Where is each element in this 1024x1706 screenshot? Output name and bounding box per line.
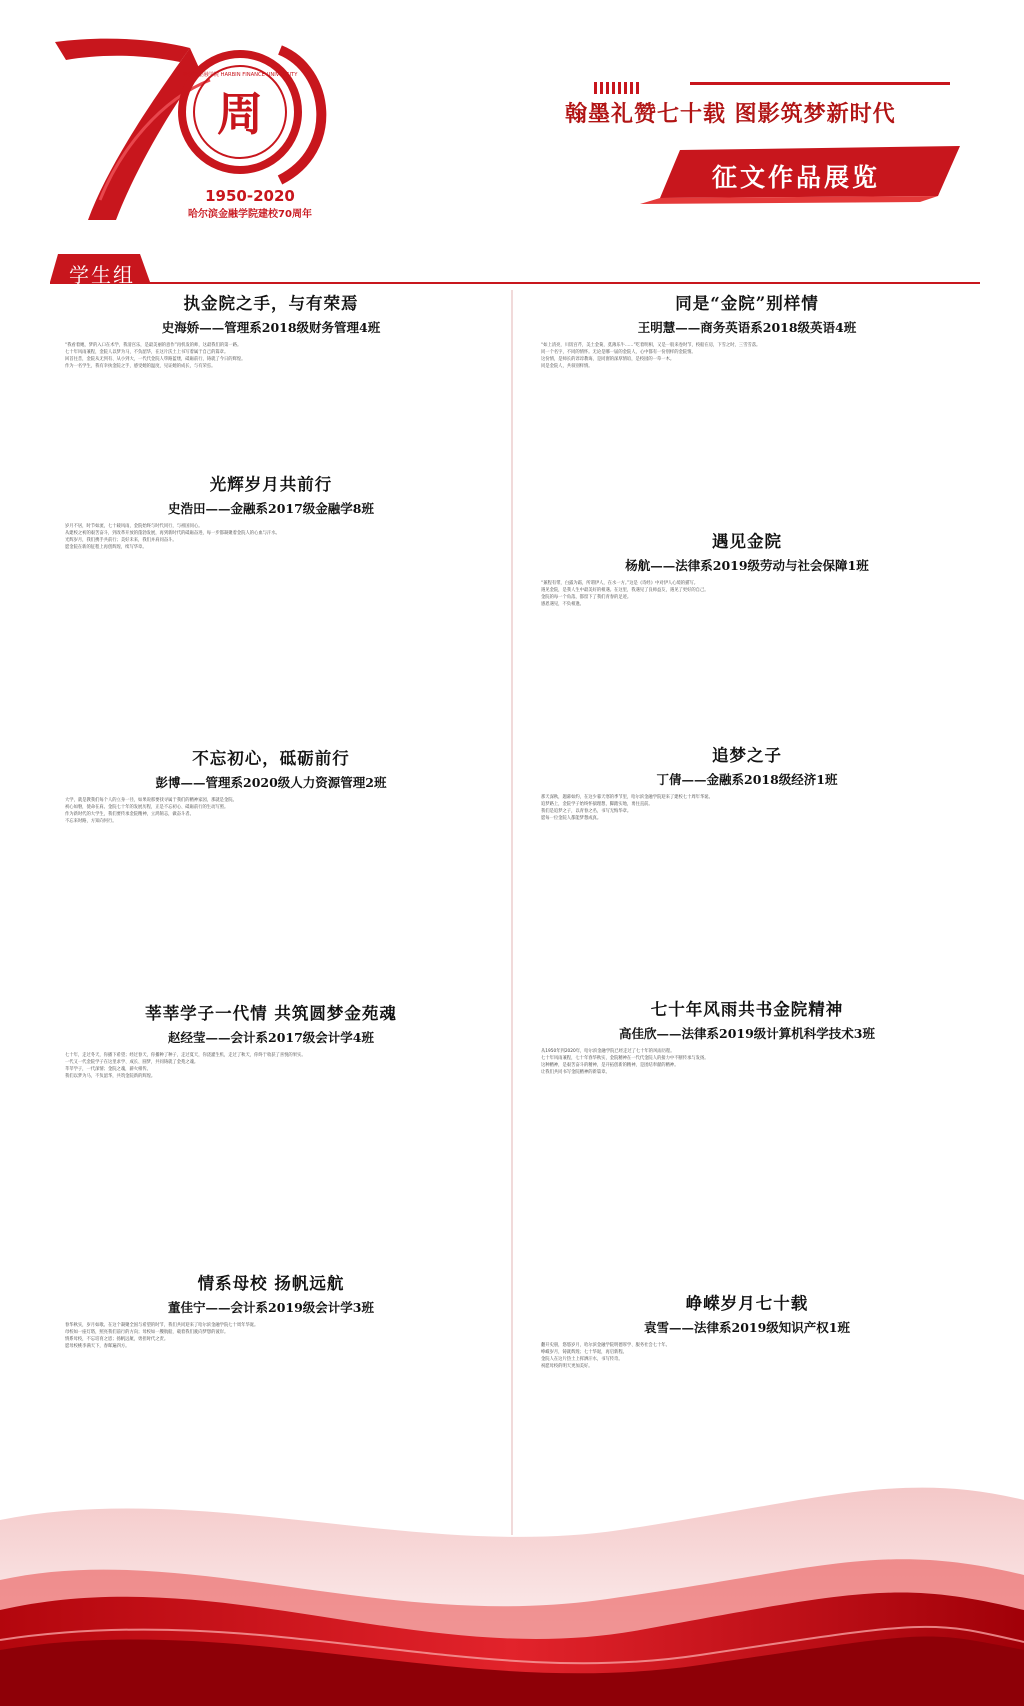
article-title: 执金院之手，与有荣焉 (183, 294, 359, 313)
article-card (56, 290, 486, 452)
article-card (532, 1290, 962, 1532)
article-paragraph: 让我们共同书写金院精神的新篇章。 (541, 1070, 610, 1076)
article-card (56, 1000, 486, 1272)
article-paragraph: “如上清亮，川饭宫芹，美土金菊，莫薄乐牛……”吃着明相，又是一般来卷时节，校船在房，下雪之时，三雪雪落。 (541, 343, 761, 348)
article-paragraph: 作为新时代的大学生，我们要传承金院精神，立鸿鹄志，做奋斗者。 (65, 812, 194, 818)
article-body (56, 523, 486, 753)
article-paragraph: 回首往昔，金院从无到有、从小到大，一代代金院人筚路蓝缕，砥砺前行，铸就了今日的辉煌。 (65, 357, 246, 363)
article-title: 不忘初心，砥砺前行 (192, 749, 350, 768)
article-paragraph: “兼程有带，白露为霜，所谓伊人，在水一方。”这是《诗经》中对伊人心境的描写。 (541, 581, 698, 586)
article-paragraph: 金院人在这片热土上挥洒汗水，书写传奇。 (541, 1357, 623, 1363)
article-paragraph: 峥嵘岁月，铸就辉煌；七十华诞，再启新程。 (541, 1350, 627, 1356)
article-card (532, 290, 962, 557)
anniversary-logo (40, 30, 360, 230)
article-card (56, 745, 486, 1017)
article-paragraph: 我们是追梦之子，以青春之名，书写无悔华章。 (541, 809, 632, 815)
article-body (532, 794, 962, 1004)
logo-ring-text: 哈尔滨金融学院 HARBIN FINANCE UNIVERSITY (182, 72, 298, 78)
article-paragraph: 大学，就是教我们每个人的立身一径，如果说那要找寻属于我们的精神家园，那就是金院。 (65, 798, 237, 803)
logo-emblem-char: 周 (217, 87, 263, 141)
article-author: 董佳宁——会计系2019级会计学3班 (168, 1300, 374, 1315)
article-author: 王明慧——商务英语系2018级英语4班 (637, 320, 857, 335)
article-paragraph: 这种精神，是艰苦奋斗的精神，是开拓创新的精神，是团结奉献的精神。 (541, 1063, 679, 1069)
article-paragraph: 追梦路上，金院学子始终怀揣理想，脚踏实地，勇往直前。 (541, 802, 653, 808)
article-paragraph: 七十年，走过冬天，你播下希望；经过春天，你播种了种子，走过夏天，你浇灌生机，走过了秋天，你终于收获了喜悦的果实。 (65, 1053, 306, 1058)
article-paragraph: 愿金院在新的征程上再创辉煌，续写华章。 (65, 545, 147, 551)
article-paragraph: 作为一名学生，我有幸执金院之手，感受她的温度，见证她的成长，与有荣焉。 (65, 364, 216, 370)
article-author: 杨航——法律系2019级劳动与社会保障1班 (625, 558, 869, 573)
article-title: 光辉岁月共前行 (209, 475, 333, 494)
article-title: 追梦之子 (712, 746, 782, 765)
article-author: 丁倩——金融系2018级经济1班 (656, 772, 838, 787)
article-author: 彭博——管理系2020级人力资源管理2班 (155, 775, 387, 790)
article-author: 史海娇——管理系2018级财务管理4班 (161, 320, 381, 335)
header-stripes (594, 82, 950, 94)
article-paragraph: “我看着她，梦的入口在术学，我清宫乐，是最美丽的意作”再机发的师，这最我们的第一路。 (65, 343, 242, 348)
article-title: 遇见金院 (712, 532, 782, 551)
article-card (56, 471, 486, 753)
article-body (56, 342, 486, 452)
article-title: 峥嵘岁月七十载 (685, 1294, 809, 1313)
group-tab-label: 学生组 (69, 263, 135, 287)
article-paragraph: 翻开史册，悠悠岁月，哈尔滨金融学院明德厚学、服务社会七十年。 (541, 1343, 670, 1348)
article-paragraph: 从1950年到2020年，哈尔滨金融学院已经走过了七十年的风雨历程。 (541, 1049, 675, 1054)
article-paragraph: 遇见金院，是我人生中最美好的相遇。在这里，我遇见了良师益友，遇见了更好的自己。 (541, 588, 709, 594)
article-paragraph: 同是金院人，共叙别样情。 (541, 364, 593, 370)
article-paragraph: 从建校之初的艰苦奋斗，到改革开放的蓬勃发展，再到新时代的砥砺奋进，每一步都凝聚着金院人的心血与汗水。 (65, 531, 280, 537)
article-paragraph: 莘莘学子，一代深情；金院之魂，薪火相传。 (65, 1067, 151, 1073)
article-title: 同是“金院”别样情 (675, 294, 819, 313)
article-body (532, 1048, 962, 1298)
article-body (56, 797, 486, 1017)
article-author: 赵经莹——会计系2017级会计学4班 (168, 1030, 374, 1045)
article-paragraph: 同一个名字，不同的情怀。无论是哪一届的金院人，心中都有一份别样的金院情。 (541, 350, 696, 356)
article-paragraph: 不忘来时路，方知向何行。 (65, 819, 117, 825)
article-paragraph: 七十年风雨兼程，金院人以梦为马，不负韶华，在这片沃土上书写着属于自己的篇章。 (65, 350, 229, 356)
article-author: 高佳欣——法律系2019级计算机科学技术3班 (619, 1026, 875, 1041)
article-paragraph: 感恩遇见，不负相逢。 (541, 602, 584, 608)
article-paragraph: 愿母校桃李满天下，春晖遍四方。 (65, 1344, 130, 1350)
article-paragraph: 愿每一位金院人都能梦想成真。 (541, 816, 602, 822)
header-title: 翰墨礼赞七十载 图影筑梦新时代 (565, 101, 896, 127)
article-title: 莘莘学子一代情 共筑圆梦金苑魂 (145, 1004, 397, 1023)
article-paragraph: 初心如磐，使命在肩。金院七十年的发展历程，正是不忘初心、砥砺前行的生动写照。 (65, 805, 229, 811)
article-body (532, 1342, 962, 1532)
article-title: 情系母校 扬帆远航 (197, 1274, 345, 1293)
article-paragraph: 我们以梦为马，不负韶华，共筑金院新的辉煌。 (65, 1074, 156, 1080)
banner-title: 征文作品展览 (712, 163, 881, 192)
article-body (56, 1052, 486, 1272)
article-card (532, 528, 962, 770)
logo-years: 1950-2020 (205, 187, 295, 205)
article-paragraph: 春华秋实，岁月如歌。在这个凝聚全国与希望的时节，我们共同迎来了哈尔滨金融学院七十周年华诞。 (65, 1323, 259, 1328)
article-paragraph: 母校如一座灯塔，照亮我们前行的方向；母校如一艘航船，载着我们驶向梦想的彼岸。 (65, 1330, 229, 1336)
article-paragraph: 祝愿母校的明天更加美好。 (541, 1364, 593, 1370)
article-paragraph: 这份情，是师长的谆谆教诲，是同窗的深厚情谊，是校园的一草一木。 (541, 357, 675, 363)
article-title: 七十年风雨共书金院精神 (650, 1000, 844, 1019)
article-paragraph: 七十年风雨兼程，七十年春华秋实，金院精神在一代代金院人的接力中不断传承与发扬。 (541, 1056, 709, 1062)
article-body (56, 1322, 486, 1527)
article-card (532, 742, 962, 1004)
article-paragraph: 岁月不居，时节如流，七十载风雨，金院始终与时代同行，与祖国同心。 (65, 524, 203, 529)
article-body (532, 342, 962, 557)
article-author: 袁雪——法律系2019级知识产权1班 (644, 1320, 850, 1335)
article-author: 史浩田——金融系2017级金融学8班 (168, 501, 374, 516)
article-paragraph: 情系母校，不忘培育之恩；扬帆远航，勇担时代之责。 (65, 1337, 169, 1343)
logo-subtitle: 哈尔滨金融学院建校70周年 (188, 209, 312, 220)
article-paragraph: 光辉岁月，我们携手共前行；美好未来，我们并肩同奋斗。 (65, 538, 177, 544)
article-paragraph: 那天深秋，题幕如约，在这少暮天寒的季节里，哈尔滨金融学院迎来了建校七十周年华诞。 (541, 795, 713, 800)
article-card (532, 996, 962, 1298)
article-card (56, 1270, 486, 1527)
article-paragraph: 一代又一代金院学子在这里求学、成长、圆梦，共同铸就了金苑之魂。 (65, 1060, 199, 1066)
article-paragraph: 金院的每一个角落，都留下了我们青春的足迹。 (541, 595, 632, 601)
